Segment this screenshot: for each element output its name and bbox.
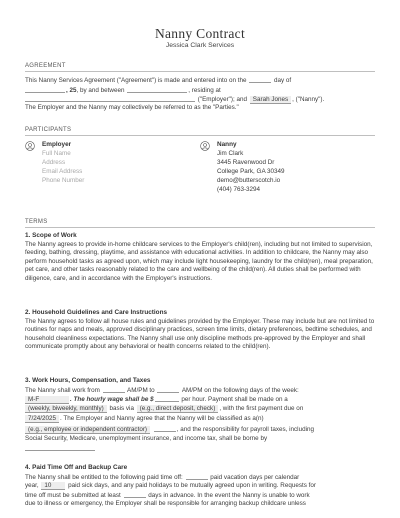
work-hours-line-5: (e.g., employee or independent contractor) , and the responsibility for payroll taxes, including <box>25 425 377 434</box>
employer-phone-field[interactable]: Phone Number <box>42 177 85 184</box>
payment-frequency-field[interactable]: (weekly, biweekly, monthly) <box>25 405 107 413</box>
nanny-address-line-1[interactable]: 3445 Ravenwood Dr <box>217 159 275 166</box>
document-title: Nanny Contract <box>154 26 246 41</box>
nanny-name-field[interactable]: Sarah Jones <box>250 96 291 104</box>
user-icon <box>200 141 210 151</box>
worker-classification-field[interactable]: (e.g., employee or independent contractor) <box>25 426 150 434</box>
section-heading: 1. Scope of Work <box>25 232 77 239</box>
notice-days-field[interactable] <box>124 491 146 498</box>
nanny-email[interactable]: demo@butterscotch.io <box>217 177 281 184</box>
agreement-line-4: The Employer and the Nanny may collectively be referred to as the "Parties." <box>25 104 239 111</box>
document-subtitle: Jessica Clark Services <box>165 42 235 49</box>
participants-rule <box>25 135 375 136</box>
pto-line-4: due to illness or emergency, the Employer shall be responsible for arranging backup childcare unless <box>25 500 306 507</box>
section-text: The Nanny agrees to provide in-home childcare services to the Employer's child(ren), including but not limited to supervision, feeding, bathing, dressing, playtime, and assistance with educational activities. In addition to childcare, the Nanny may also perform household tasks as agreed upon, which may include light housekeeping, laundry for the child(ren), meal preparation, pet care, and other tasks reasonably related to the care and wellbeing of the child(ren). All duties shall be performed with diligence, care, and in accordance with the Employer's instructions. <box>25 240 373 282</box>
agreement-line-1: This Nanny Services Agreement ("Agreement") is made and entered into on the day of <box>25 77 292 84</box>
employer-name-field[interactable] <box>127 86 187 93</box>
terms-rule <box>25 227 375 228</box>
section-scope-of-work <box>25 232 377 284</box>
agreement-line-3: ("Employer"); and Sarah Jones , ("Nanny"). <box>25 95 377 104</box>
work-hours-line-7 <box>25 444 377 453</box>
nanny-full-name[interactable]: Jim Clark <box>217 150 244 157</box>
section-work-hours <box>25 377 377 386</box>
section-paid-time-off <box>25 464 377 473</box>
work-hours-line-2: M-F . The hourly wage shall be $ per hour. Payment shall be made on a <box>25 395 377 404</box>
work-hours-line-6: Social Security, Medicare, unemployment insurance, and income tax, shall be borne by <box>25 435 268 442</box>
start-time-field[interactable] <box>103 386 125 393</box>
section-heading: 2. Household Guidelines and Care Instructions <box>25 309 168 316</box>
participants-heading: PARTICIPANTS <box>25 127 72 133</box>
payment-method-field[interactable]: (e.g., direct deposit, check) <box>137 405 219 413</box>
nanny-label: Nanny <box>217 141 237 148</box>
work-hours-line-4: 7/24/2025 . The Employer and Nanny agree that the Nanny will be classified as a(n) <box>25 415 377 423</box>
agreement-heading: AGREEMENT <box>25 63 66 69</box>
employer-email-field[interactable]: Email Address <box>42 168 83 175</box>
sick-days-field[interactable]: 10 <box>41 482 65 490</box>
end-time-field[interactable] <box>157 386 179 393</box>
employer-address-field[interactable] <box>25 95 195 102</box>
nanny-address-line-2[interactable]: College Park, GA 30349 <box>217 168 285 175</box>
agreement-line-2: , 25, by and between , residing at <box>25 86 377 95</box>
section-household-guidelines <box>25 309 377 352</box>
pto-line-1: The Nanny shall be entitled to the following paid time off: paid vacation days per calendar <box>25 474 300 481</box>
terms-heading: TERMS <box>25 219 48 225</box>
classification-extra-field[interactable] <box>154 425 176 432</box>
user-icon <box>25 141 35 151</box>
section-heading: 3. Work Hours, Compensation, and Taxes <box>25 377 151 384</box>
agreement-month-field[interactable] <box>25 86 65 93</box>
nanny-phone[interactable]: (404) 763-3294 <box>217 186 261 193</box>
work-hours-line-1: The Nanny shall work from AM/PM to AM/PM on the following days of the week: <box>25 387 299 394</box>
tax-responsibility-field[interactable] <box>25 444 95 451</box>
pto-line-2: year, 10 paid sick days, and any paid holidays to be mutually agreed upon in writing. Requests for <box>25 482 316 489</box>
employer-full-name-field[interactable]: Full Name <box>42 150 71 157</box>
first-payment-date-field[interactable]: 7/24/2025 <box>25 415 59 423</box>
section-text: The Nanny agrees to follow all house rules and guidelines provided by the Employer. These may include but are not limited to routines for naps and meals, approved disciplinary practices, screen time limits, dietary preferences, bedtime schedules, and household cleanliness expectations. The Nanny shall use only discipline methods pre-approved by the Employer and shall communicate promptly about any behavioral or health concerns related to the child(ren). <box>25 317 375 351</box>
work-hours-line-3: (weekly, biweekly, monthly) basis via (e.g., direct deposit, check) , with the first payment due on <box>25 405 377 413</box>
hourly-wage-field[interactable] <box>155 395 179 402</box>
section-heading: 4. Paid Time Off and Backup Care <box>25 464 128 471</box>
agreement-rule <box>25 71 375 72</box>
work-days-field[interactable]: M-F <box>25 396 69 404</box>
pto-line-3: time off must be submitted at least days in advance. In the event the Nanny is unable to work <box>25 492 310 499</box>
employer-address-field[interactable]: Address <box>42 159 66 166</box>
agreement-date-day-field[interactable] <box>249 76 271 83</box>
vacation-days-field[interactable] <box>186 473 208 480</box>
employer-label: Employer <box>42 141 72 148</box>
